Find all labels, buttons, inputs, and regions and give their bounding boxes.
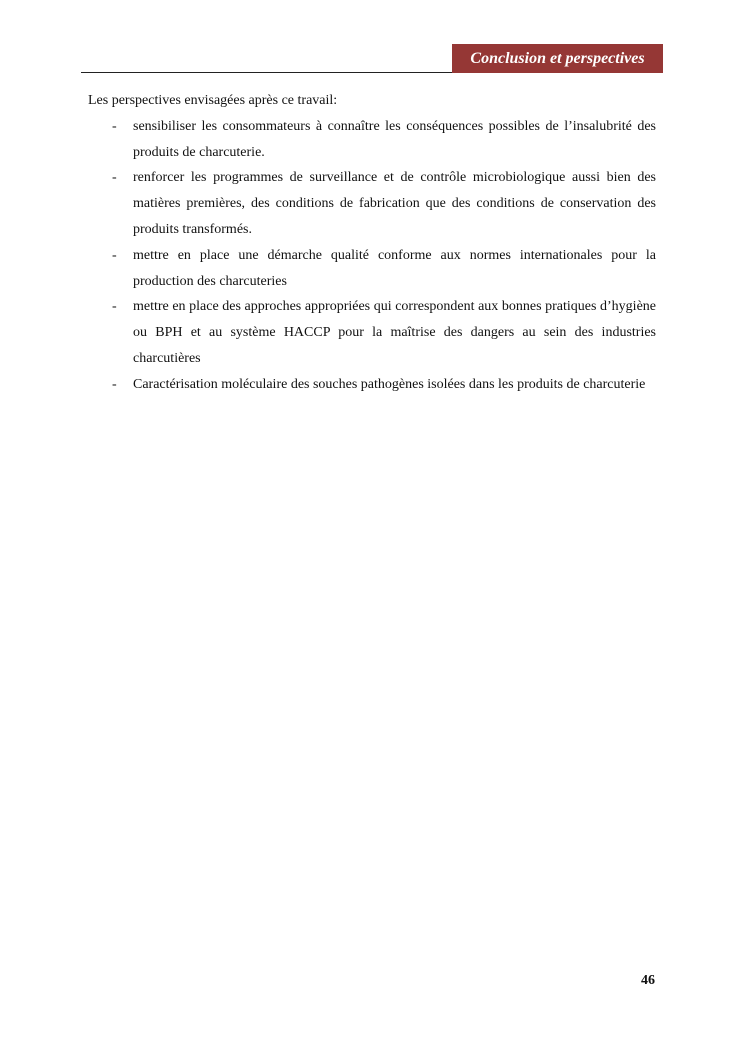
list-item <box>88 165 656 242</box>
list-item-text: sensibiliser les consommateurs à connaître les conséquences possibles de l’insalubrité des produits de charcuterie. <box>133 118 656 160</box>
list-item-text: Caractérisation moléculaire des souches pathogènes isolées dans les produits de charcuterie <box>133 376 646 392</box>
list-item-text: mettre en place des approches appropriées qui correspondent aux bonnes pratiques d’hygiène ou BPH et au système HACCP pour la maîtrise des dangers au sein des industries charcutières <box>133 299 656 366</box>
page-number: 46 <box>641 973 655 988</box>
dash-bullet: - <box>112 376 117 392</box>
section-title-banner: Conclusion et perspectives <box>452 44 663 73</box>
list-item <box>88 243 656 295</box>
list-item <box>88 114 656 166</box>
perspectives-list <box>88 114 656 398</box>
list-item <box>88 294 656 371</box>
perspectives-intro: Les perspectives envisagées après ce travail: <box>88 93 338 108</box>
dash-bullet: - <box>112 118 117 134</box>
list-item-text: renforcer les programmes de surveillance et de contrôle microbiologique aussi bien des matières premières, des conditions de fabrication que des conditions de conservation des produits transformés. <box>133 170 656 237</box>
list-item <box>88 372 656 398</box>
dash-bullet: - <box>112 299 117 315</box>
dash-bullet: - <box>112 247 117 263</box>
page-body <box>88 88 656 398</box>
list-item-text: mettre en place une démarche qualité conforme aux normes internationales pour la production des charcuteries <box>133 247 656 289</box>
dash-bullet: - <box>112 170 117 186</box>
